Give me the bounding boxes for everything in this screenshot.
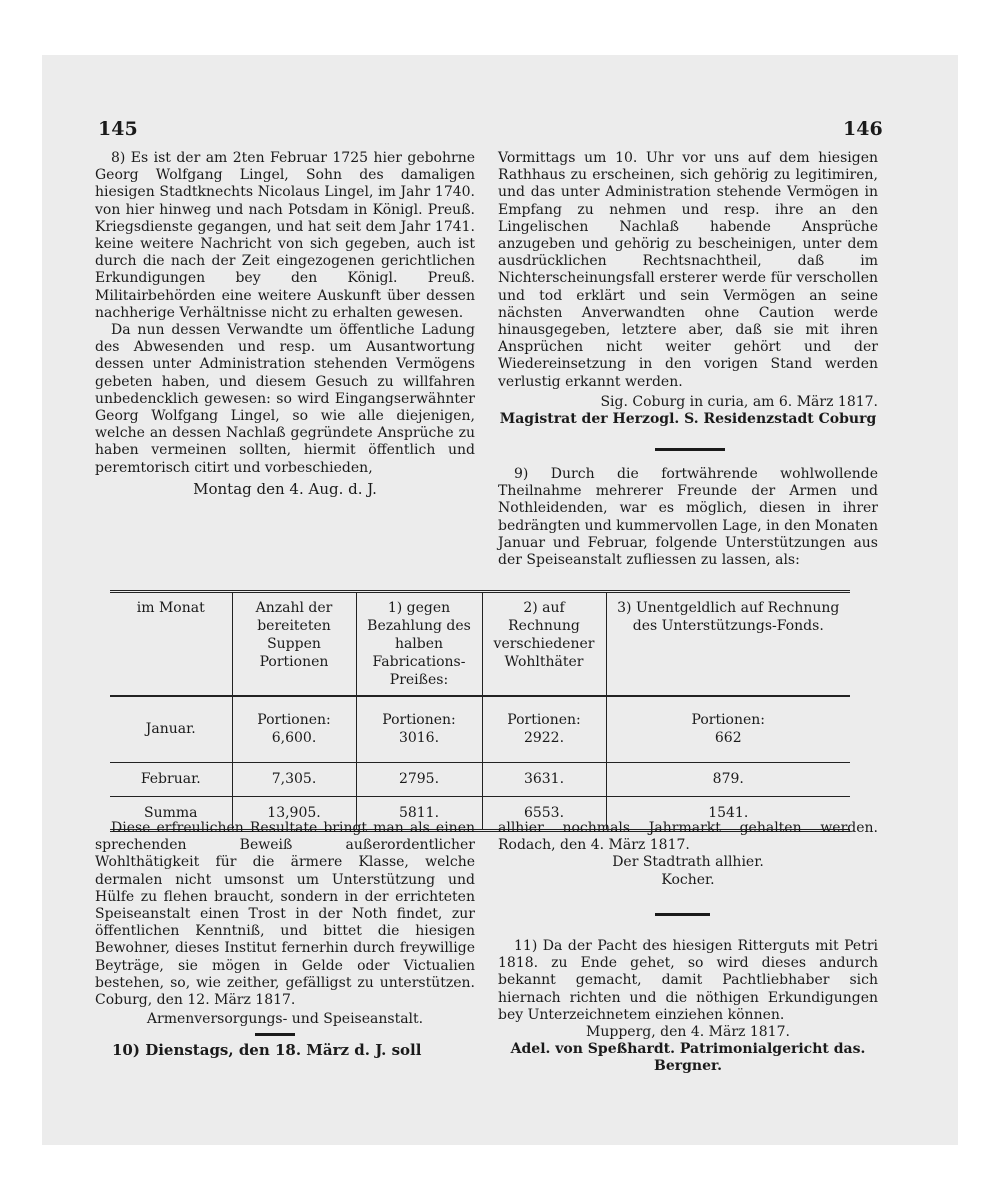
- notice-8-paragraph-2: Da nun dessen Verwandte um öffentliche Ladung des Abwesenden und resp. um Ausantwortung dessen unter Administration stehenden Vermögens gebeten haben, und diesem Gesuch zu willfahren unbedencklich gewesen: so wird Eingangserwähnter Georg Wolfgang Lingel, so wie alle diejenigen, welche an dessen Nachlaß gegründete Ansprüche zu haben vermeinen sollten, hiermit öffentlich und peremtorisch citirt und vorbeschieden,: [95, 322, 475, 476]
- result-paragraph: Diese erfreulichen Resultate bringt man als einen sprechenden Beweiß außerordentlicher Wohlthätigkeit für die ärmere Klasse, welche dermalen nicht umsonst um Unterstützung und Hülfe zu flehen braucht, sondern in der errichteten Speiseanstalt einen Trost in der Noth findet, zur öffentlichen Kenntniß, und bittet die hiesigen Bewohner, dieses Institut fernerhin durch freywillige Beyträge, sie mögen in Gelde oder Victualien bestehen, so, wie zeither, gefälligst zu unterstützen. Coburg, den 12. März 1817.: [95, 820, 475, 1009]
- notice-11-block: [498, 938, 878, 1076]
- unit-label: Portionen:: [257, 712, 331, 729]
- free-cell: [606, 696, 850, 762]
- notice-8-signature-line: Sig. Coburg in curia, am 6. März 1817.: [600, 393, 878, 410]
- right-column-upper: [498, 150, 878, 428]
- notice-11-date: Mupperg, den 4. März 1817.: [586, 1024, 790, 1041]
- left-column-lower: [95, 820, 475, 1028]
- month-cell: Summa: [110, 796, 232, 830]
- market-paragraph: allhier nochmals Jahrmarkt gehalten werden. Rodach, den 4. März 1817.: [498, 820, 878, 854]
- magistrat-signature: Magistrat der Herzogl. S. Residenzstadt Coburg: [499, 411, 877, 428]
- market-signature-1: Der Stadtrath allhier.: [612, 854, 764, 871]
- notice-8-date: Montag den 4. Aug. d. J.: [193, 479, 377, 498]
- month-cell: Januar.: [110, 696, 232, 762]
- market-signature-2: Kocher.: [661, 871, 715, 888]
- header-free: 3) Unentgeldlich auf Rechnung des Unterstützungs-Fonds.: [606, 592, 850, 697]
- total-cell: 13,905.: [232, 796, 356, 830]
- result-signature: Armenversorgungs- und Speiseanstalt.: [146, 1011, 424, 1028]
- paid-value: 3016.: [398, 730, 440, 747]
- notice-11-paragraph: 11) Da der Pacht des hiesigen Ritterguts mit Petri 1818. zu Ende gehet, so wird dieses andurch bekannt gemacht, damit Pachtliebhaber sich hiernach richten und die nöthigen Erkundigungen bey Unterzeichnetem einziehen können.: [498, 938, 878, 1023]
- paid-cell: [356, 696, 482, 762]
- paid-cell: 5811.: [356, 796, 482, 830]
- donors-cell: [482, 696, 606, 762]
- header-total-portions: Anzahl der bereiteten Suppen Portionen: [232, 592, 356, 697]
- table-row: [110, 696, 850, 762]
- unit-label: Portionen:: [382, 712, 456, 729]
- donors-cell: 3631.: [482, 762, 606, 796]
- month-cell: Februar.: [110, 762, 232, 796]
- separator-rule: [655, 913, 710, 916]
- right-column-lower: [498, 820, 878, 889]
- notice-11-signature-1: Adel. von Speßhardt. Patrimonialgericht das.: [510, 1041, 866, 1058]
- notice-8-paragraph-1: 8) Es ist der am 2ten Februar 1725 hier gebohrne Georg Wolfgang Lingel, Sohn des damaligen hiesigen Stadtknechts Nicolaus Lingel, im Jahr 1740. von hier hinweg und nach Potsdam in Königl. Preuß. Kriegsdienste gegangen, und hat seit dem Jahr 1741. keine weitere Nachricht von sich gegeben, auch ist durch die nach der Zeit eingezogenen gerichtlichen Erkundigungen bey den Königl. Preuß. Militairbehörden eine weitere Auskunft über dessen nachherige Verhältnisse nicht zu erhalten gewesen.: [95, 150, 475, 321]
- separator-rule: [655, 448, 725, 451]
- table-row: [110, 762, 850, 796]
- donors-cell: 6553.: [482, 796, 606, 830]
- notice-11-signature-2: Bergner.: [654, 1058, 722, 1075]
- notice-9-paragraph: 9) Durch die fortwährende wohlwollende Theilnahme mehrerer Freunde der Armen und Nothleidenden, war es möglich, diesen in ihrer bedrängten und kummervollen Lage, in den Monaten Januar und Februar, folgende Unterstützungen aus der Speiseanstalt zufliessen zu lassen, als:: [498, 466, 878, 569]
- header-paid: 1) gegen Bezahlung des halben Fabrications-Preißes:: [356, 592, 482, 697]
- notice-10: 10) Dienstags, den 18. März d. J. soll: [112, 1041, 422, 1059]
- notice-9-block: [498, 466, 878, 569]
- support-table: [110, 590, 850, 832]
- separator-rule: [255, 1033, 295, 1036]
- free-cell: 1541.: [606, 796, 850, 830]
- total-cell: 7,305.: [232, 762, 356, 796]
- free-value: 662: [714, 730, 742, 747]
- page-number-right: 146: [843, 118, 883, 140]
- total-value: 6,600.: [271, 730, 317, 747]
- unit-label: Portionen:: [691, 712, 766, 729]
- left-column-upper: [95, 150, 475, 498]
- unit-label: Portionen:: [507, 712, 581, 729]
- header-donors: 2) auf Rechnung verschiedener Wohlthäter: [482, 592, 606, 697]
- header-month: im Monat: [110, 592, 232, 697]
- paid-cell: 2795.: [356, 762, 482, 796]
- table-header-row: [110, 592, 850, 697]
- notice-8-continuation: Vormittags um 10. Uhr vor uns auf dem hiesigen Rathhaus zu erscheinen, sich gehörig zu legitimiren, und das unter Administration stehende Vermögen in Empfang zu nehmen und resp. ihre an den Lingelischen Nachlaß habende Ansprüche anzugeben und gehörig zu bescheinigen, unter dem ausdrücklichen Rechtsnachtheil, daß im Nichterscheinungsfall ersterer werde für verschollen und tod erklärt und sein Vermögen an seine nächsten Anverwandten ohne Caution werde hinausgegeben, letztere aber, daß sie mit ihren Ansprüchen nicht weiter gehört und der Wiedereinsetzung in den vorigen Stand werden verlustig erkannt werden.: [498, 150, 878, 390]
- total-cell: [232, 696, 356, 762]
- page-number-left: 145: [98, 118, 138, 140]
- free-cell: 879.: [606, 762, 850, 796]
- donors-value: 2922.: [523, 730, 565, 747]
